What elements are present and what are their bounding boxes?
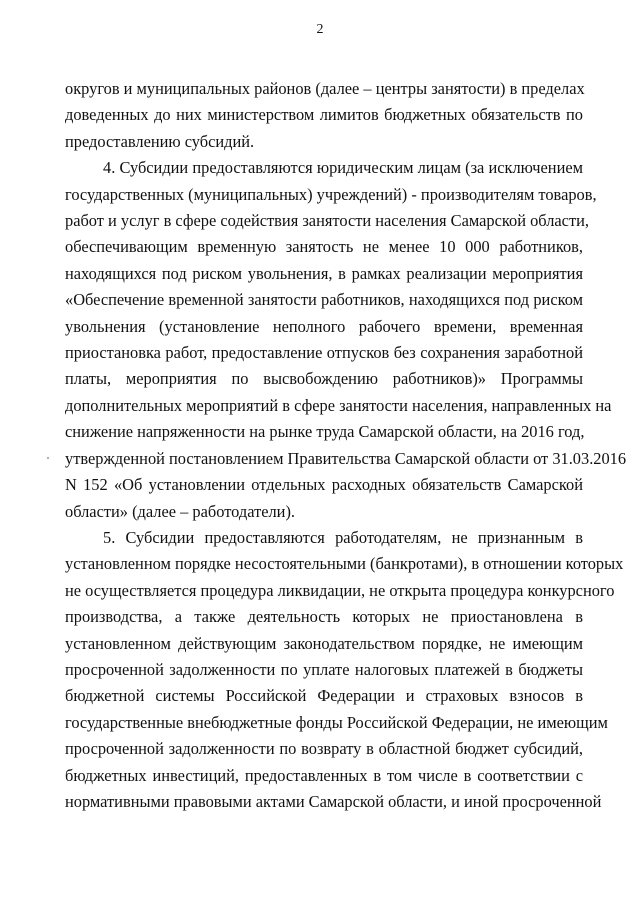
text-line: установленном порядке несостоятельными (банкротами), в отношении которых: [65, 554, 624, 574]
paragraph-continuation: [65, 76, 583, 155]
text-line: производства, а также деятельность которых не приостановлена в: [65, 607, 583, 627]
paragraph-clause-4: [65, 155, 627, 525]
text-line: бюджетных инвестиций, предоставленных в том числе в соответствии с: [65, 765, 583, 785]
paragraph-clause-5: [65, 525, 624, 815]
page-number: 2: [316, 22, 324, 37]
text-line: N 152 «Об установлении отдельных расходных обязательств Самарской: [65, 475, 583, 495]
text-line: просроченной задолженности по уплате налоговых платежей в бюджеты: [65, 659, 583, 679]
text-line: снижение напряженности на рынке труда Самарской области, на 2016 год,: [65, 422, 585, 442]
text-line: утвержденной постановлением Правительства Самарской области от 31.03.2016: [65, 448, 627, 468]
text-line: платы, мероприятия по высвобождению работников)» Программы: [65, 369, 583, 389]
text-line: «Обеспечение временной занятости работников, находящихся под риском: [65, 290, 583, 310]
text-line: просроченной задолженности по возврату в областной бюджет субсидий,: [65, 739, 583, 759]
text-line: округов и муниципальных районов (далее – центры занятости) в пределах: [65, 79, 585, 98]
text-line: 5. Субсидии предоставляются работодателям, не признанным в: [103, 527, 583, 547]
document-body: [65, 76, 627, 815]
text-line: приостановка работ, предоставление отпусков без сохранения заработной: [65, 343, 583, 363]
text-line: не осуществляется процедура ликвидации, не открыта процедура конкурсного: [65, 580, 615, 600]
text-line: увольнения (установление неполного рабочего времени, временная: [65, 316, 583, 336]
text-line: 4. Субсидии предоставляются юридическим лицам (за исключением: [103, 158, 583, 178]
text-line: бюджетной системы Российской Федерации и страховых взносов в: [65, 686, 583, 706]
text-line: области» (далее – работодатели).: [65, 501, 296, 521]
text-line: предоставлению субсидий.: [65, 131, 255, 151]
text-line: нормативными правовыми актами Самарской области, и иной просроченной: [65, 791, 602, 811]
text-line: обеспечивающим временную занятость не менее 10 000 работников,: [65, 237, 583, 257]
text-line: государственных (муниципальных) учреждений) - производителям товаров,: [65, 184, 597, 204]
text-line: работ и услуг в сфере содействия занятости населения Самарской области,: [65, 211, 589, 231]
text-line: установленном действующим законодательством порядке, не имеющим: [65, 633, 583, 653]
text-line: дополнительных мероприятий в сфере занятости населения, направленных на: [65, 395, 612, 415]
text-line: доведенных до них министерством лимитов бюджетных обязательств по: [65, 105, 583, 125]
text-line: государственные внебюджетные фонды Российской Федерации, не имеющим: [65, 712, 608, 732]
text-line: находящихся под риском увольнения, в рамках реализации мероприятия: [65, 263, 583, 283]
scan-mark: [47, 457, 49, 459]
